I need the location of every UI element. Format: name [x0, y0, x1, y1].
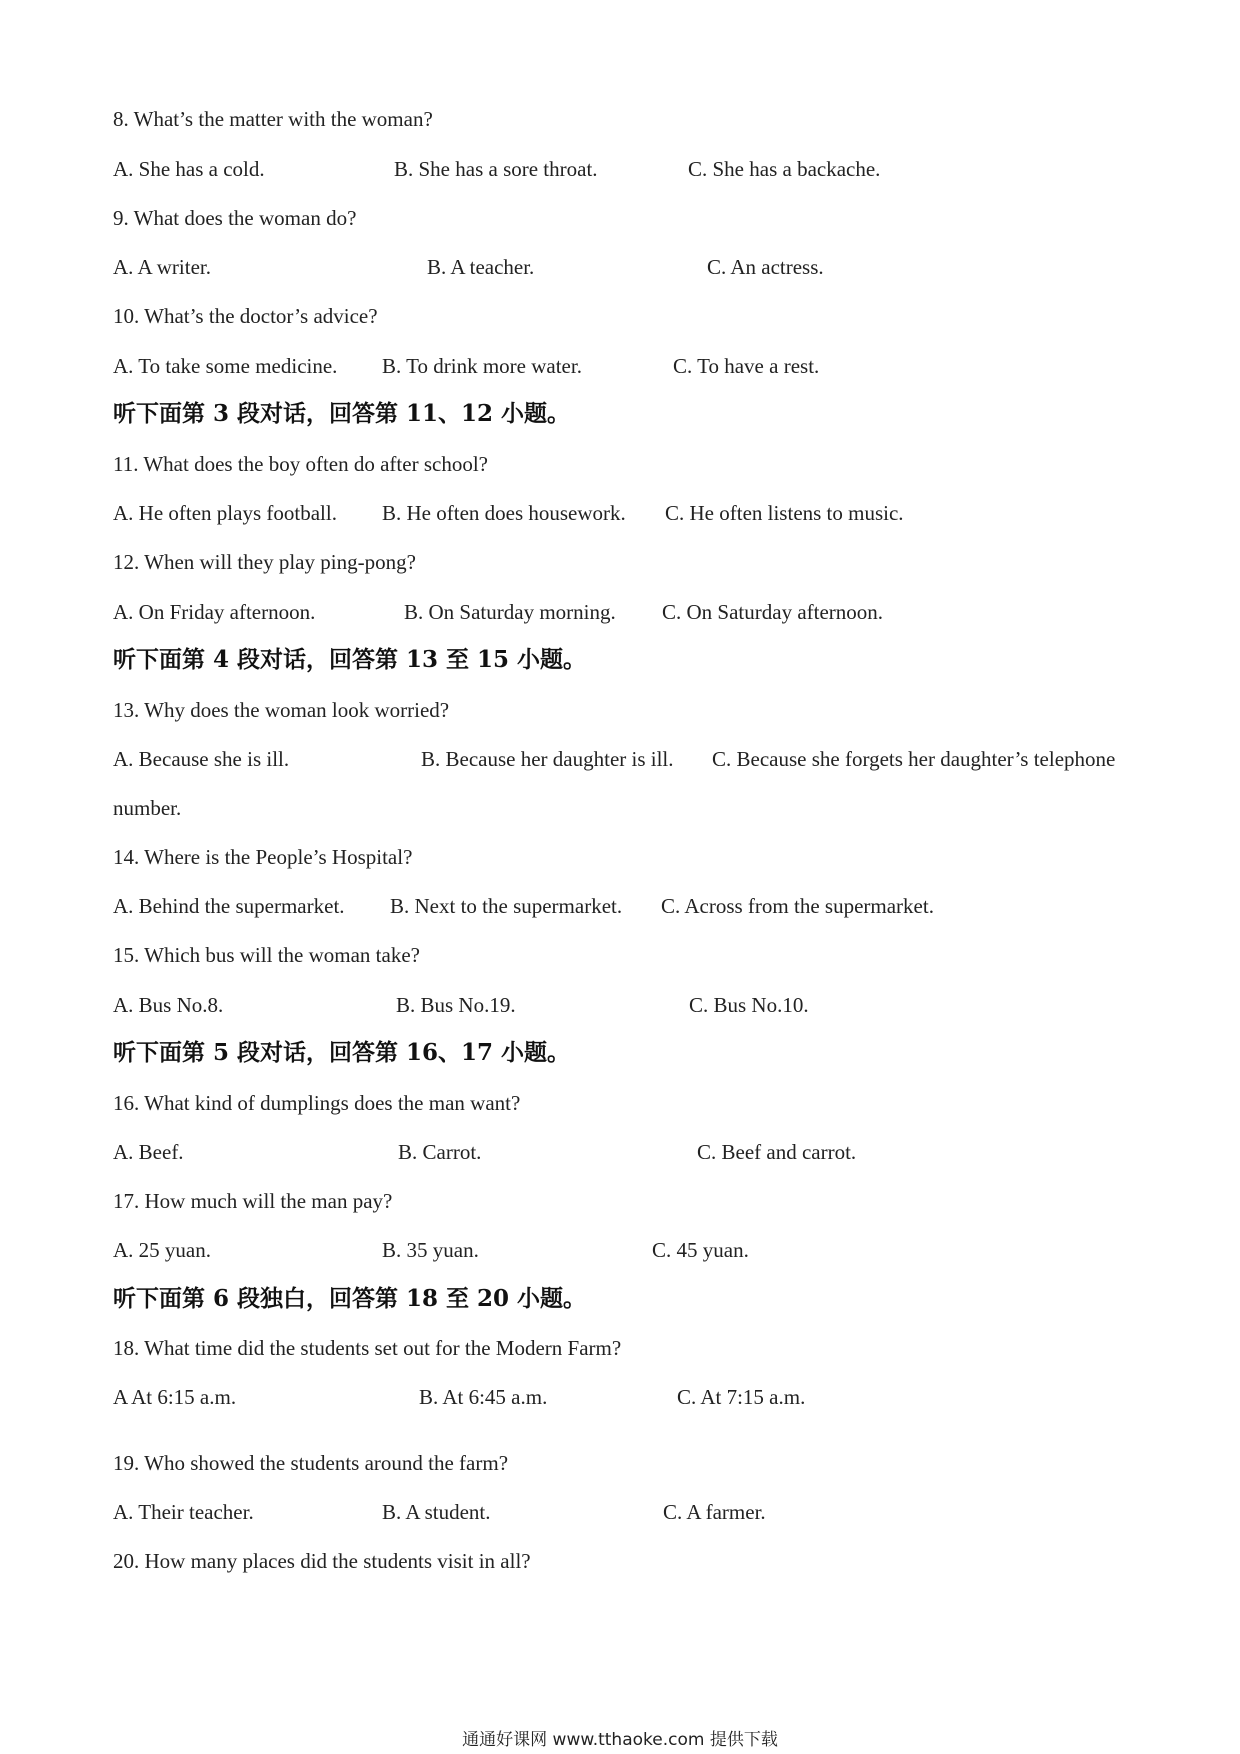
option-13a: A. Because she is ill. [113, 747, 290, 771]
option-13b: B. Because her daughter is ill. [421, 747, 674, 771]
option-18c: C. At 7:15 a.m. [677, 1385, 806, 1409]
option-15a: A. Bus No.8. [113, 993, 224, 1017]
option-19b: B. A student. [382, 1500, 491, 1524]
question-14: 14. Where is the People’s Hospital? [113, 845, 413, 869]
option-8c: C. She has a backache. [688, 157, 881, 181]
question-18: 18. What time did the students set out for the Modern Farm? [113, 1336, 622, 1360]
question-20: 20. How many places did the students visit in all? [113, 1549, 531, 1573]
option-9a: A. A writer. [113, 255, 211, 279]
option-10a: A. To take some medicine. [113, 354, 338, 378]
question-12: 12. When will they play ping-pong? [113, 550, 416, 574]
question-9: 9. What does the woman do? [113, 206, 357, 230]
option-18b: B. At 6:45 a.m. [419, 1385, 548, 1409]
option-11b: B. He often does housework. [382, 501, 626, 525]
question-8: 8. What’s the matter with the woman? [113, 107, 433, 131]
option-9b: B. A teacher. [427, 255, 535, 279]
question-17: 17. How much will the man pay? [113, 1189, 393, 1213]
option-17a: A. 25 yuan. [113, 1238, 211, 1262]
option-14a: A. Behind the supermarket. [113, 894, 345, 918]
option-12c: C. On Saturday afternoon. [662, 600, 884, 624]
option-16c: C. Beef and carrot. [697, 1140, 857, 1164]
option-8a: A. She has a cold. [113, 157, 265, 181]
option-13c-continued: number. [113, 796, 182, 820]
option-8b: B. She has a sore throat. [394, 157, 598, 181]
option-17b: B. 35 yuan. [382, 1238, 479, 1262]
page-footer: 通通好课网 www.tthaoke.com 提供下载 [462, 1730, 778, 1750]
option-13c: C. Because she forgets her daughter’s telephone [712, 747, 1116, 771]
option-14c: C. Across from the supermarket. [661, 894, 934, 918]
question-15: 15. Which bus will the woman take? [113, 943, 420, 967]
option-15b: B. Bus No.19. [396, 993, 516, 1017]
question-11: 11. What does the boy often do after school? [113, 452, 488, 476]
option-11a: A. He often plays football. [113, 501, 337, 525]
option-16b: B. Carrot. [398, 1140, 482, 1164]
option-15c: C. Bus No.10. [689, 993, 809, 1017]
question-10: 10. What’s the doctor’s advice? [113, 304, 378, 328]
section-heading-5: 听下面第 5 段对话，回答第 16、17 小题。 [113, 1039, 571, 1066]
section-heading-3: 听下面第 3 段对话，回答第 11、12 小题。 [113, 400, 571, 427]
option-16a: A. Beef. [113, 1140, 184, 1164]
option-10c: C. To have a rest. [673, 354, 820, 378]
option-14b: B. Next to the supermarket. [390, 894, 623, 918]
section-heading-6: 听下面第 6 段独白，回答第 18 至 20 小题。 [113, 1285, 587, 1312]
option-9c: C. An actress. [707, 255, 824, 279]
question-16: 16. What kind of dumplings does the man want? [113, 1091, 521, 1115]
option-10b: B. To drink more water. [382, 354, 582, 378]
option-17c: C. 45 yuan. [652, 1238, 749, 1262]
option-18a: A At 6:15 a.m. [113, 1385, 237, 1409]
option-11c: C. He often listens to music. [665, 501, 904, 525]
option-19a: A. Their teacher. [113, 1500, 254, 1524]
question-13: 13. Why does the woman look worried? [113, 698, 450, 722]
option-19c: C. A farmer. [663, 1500, 766, 1524]
option-12a: A. On Friday afternoon. [113, 600, 316, 624]
option-12b: B. On Saturday morning. [404, 600, 616, 624]
question-19: 19. Who showed the students around the farm? [113, 1451, 509, 1475]
section-heading-4: 听下面第 4 段对话，回答第 13 至 15 小题。 [113, 646, 587, 673]
